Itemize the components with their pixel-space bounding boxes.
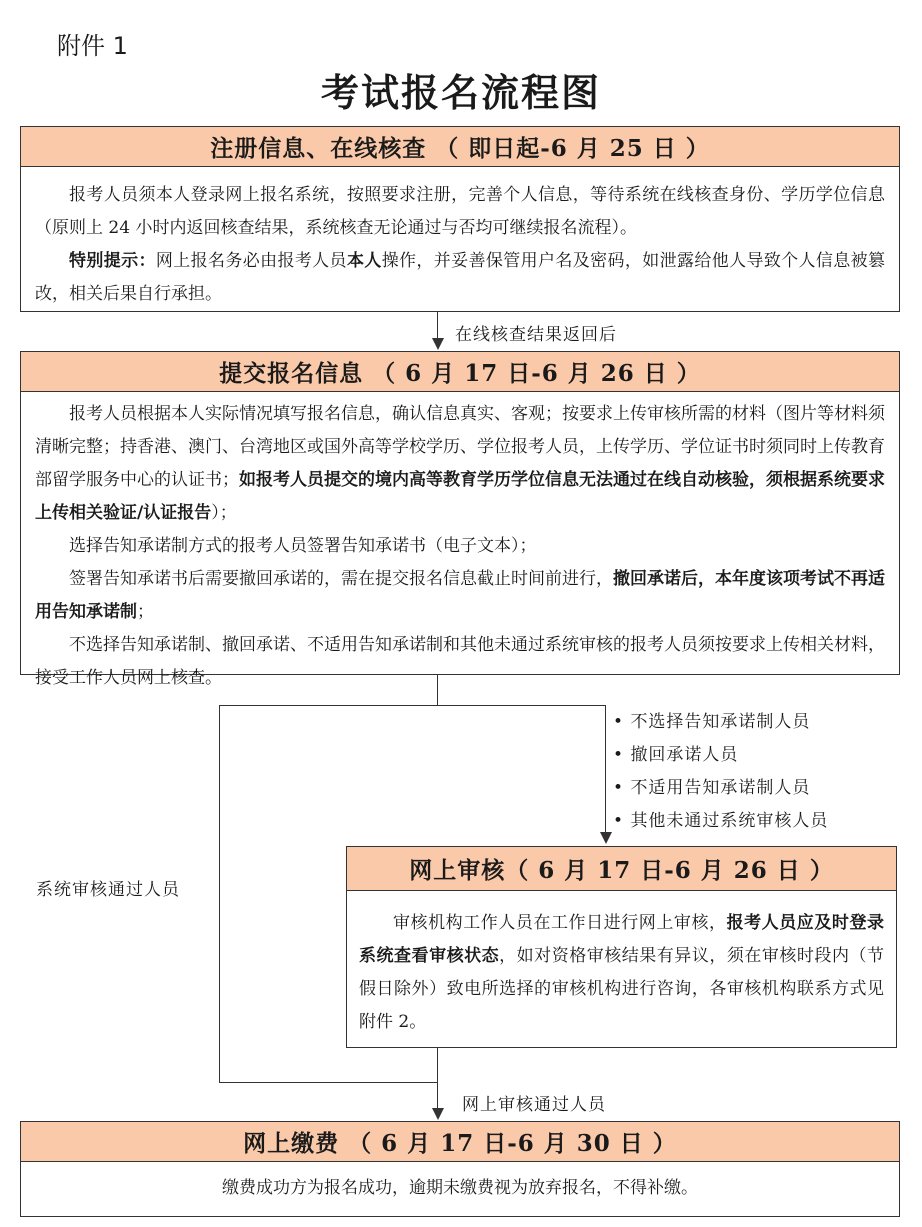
step-submit-text-2: 选择告知承诺制方式的报考人员签署告知承诺书（电子文本）； <box>69 536 537 556</box>
notice-text-a: 网上报名务必由报考人员 <box>155 251 347 271</box>
step-register-header: 注册信息、在线核查 （ 即日起-6 月 25 日 ） <box>21 127 899 167</box>
step-submit-text-1 <box>35 398 885 530</box>
attachment-label: 附件 1 <box>57 32 128 60</box>
step-review <box>346 846 897 1048</box>
submit-bold-text: 如报考人员提交的境内高等教育学历学位信息无法通过在线自动核验，须根据系统要求上传相关验证/认证报告 <box>35 470 885 523</box>
withdraw-text-a: 签署告知承诺书后需要撤回承诺的，需在提交报名信息截止时间前进行， <box>69 569 613 589</box>
step-register-body <box>21 167 899 311</box>
review-bold-text: 报考人员应及时登录系统查看审核状态 <box>359 913 885 966</box>
review-text-a: 审核机构工作人员在工作日进行网上审核， <box>393 913 727 933</box>
submit-text-a: 报考人员根据本人实际情况填写报名信息，确认信息真实、客观；按要求上传审核所需的材料（图片等材料须清晰完整；持香港、澳门、台湾地区或国外高等学校学历、学位报考人员，上传学历、学位证书时须同时上传教育部留学服务中心的认证书； <box>35 404 885 490</box>
notice-bold-self: 本人 <box>346 251 382 271</box>
withdraw-bold-text: 撤回承诺后，本年度该项考试不再适用告知承诺制 <box>35 569 885 622</box>
review-group-item: • 不适用告知承诺制人员 <box>613 772 828 805</box>
step-payment-body <box>21 1162 899 1205</box>
arrow-review-head <box>600 832 612 844</box>
withdraw-text-b: ； <box>137 602 154 622</box>
review-text-b: ，如对资格审核结果有异议，须在审核时段内（节假日除外）致电所选择的审核机构进行咨询，各审核机构联系方式见附件 2。 <box>359 946 885 1032</box>
step-submit-text-3 <box>35 563 885 629</box>
step-register <box>20 126 900 312</box>
system-passed-label: 系统审核通过人员 <box>36 880 180 900</box>
step-review-header: 网上审核（ 6 月 17 日-6 月 26 日 ） <box>347 847 896 891</box>
step-payment-header: 网上缴费 （ 6 月 17 日-6 月 30 日 ） <box>21 1122 899 1162</box>
notice-text-b: 操作，并妥善保管用户名及密码，如泄露给他人导致个人信息被篡改，相关后果自行承担。 <box>35 251 886 304</box>
arrow-pay-head <box>432 1108 444 1120</box>
step-submit <box>20 351 900 688</box>
arrow-1-head <box>432 338 444 350</box>
page-title: 考试报名流程图 <box>320 70 601 115</box>
step-submit-header: 提交报名信息 （ 6 月 17 日-6 月 26 日 ） <box>21 352 899 392</box>
step-submit-text-4: 不选择告知承诺制、撤回承诺、不适用告知承诺制和其他未通过系统审核的报考人员须按要求上传相关材料，接受工作人员网上核查。 <box>35 635 885 688</box>
connector-left-branch <box>219 705 220 1082</box>
review-group-item: • 其他未通过系统审核人员 <box>613 805 828 838</box>
step-register-text-2 <box>35 245 885 311</box>
arrow-pay-label: 网上审核通过人员 <box>462 1095 606 1115</box>
connector-down-1 <box>437 675 438 705</box>
review-groups-list <box>613 706 828 838</box>
connector-review-down <box>437 1048 438 1108</box>
review-group-item: • 撤回承诺人员 <box>613 739 828 772</box>
step-review-text <box>359 907 884 1039</box>
arrow-1-label: 在线核查结果返回后 <box>455 325 617 345</box>
special-notice-label: 特别提示： <box>69 251 156 271</box>
step-submit-body <box>21 392 899 695</box>
connector-merge <box>219 1082 438 1083</box>
connector-right-branch <box>605 705 606 833</box>
submit-text-b: ）； <box>211 503 237 523</box>
step-register-text-1: 报考人员须本人登录网上报名系统，按照要求注册，完善个人信息，等待系统在线核查身份、学历学位信息（原则上 24 小时内返回核查结果，系统核查无论通过与否均可继续报名流程）。 <box>35 185 885 238</box>
step-payment-text: 缴费成功方为报名成功，逾期未缴费视为放弃报名，不得补缴。 <box>222 1178 698 1198</box>
step-review-body <box>347 891 896 1039</box>
step-payment <box>20 1121 900 1217</box>
connector-split <box>219 705 606 706</box>
review-group-item: • 不选择告知承诺制人员 <box>613 706 828 739</box>
arrow-1-line <box>437 312 438 340</box>
